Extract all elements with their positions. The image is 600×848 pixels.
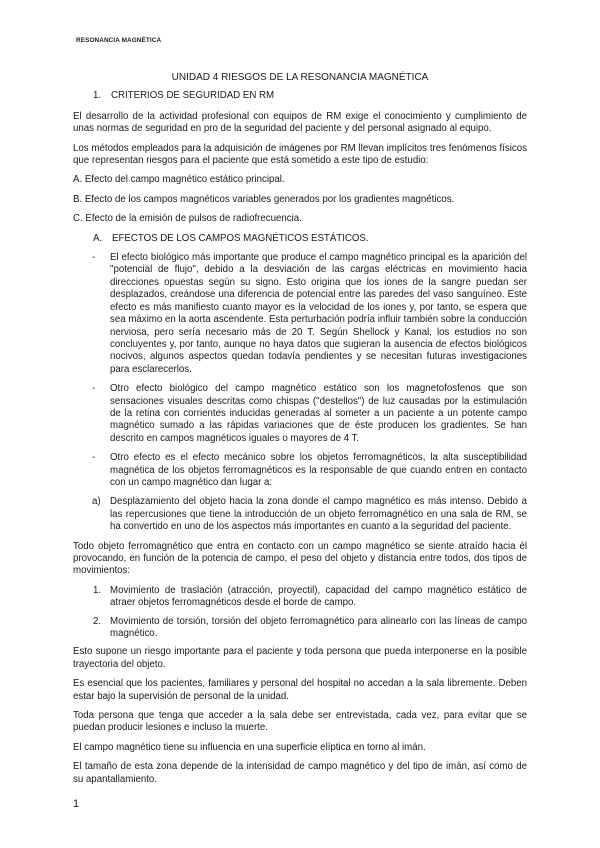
list-item	[73, 452, 527, 489]
number-marker: 2.	[93, 615, 102, 627]
effect-c-line: C. Efecto de la emisión de pulsos de radiofrecuencia.	[73, 213, 302, 225]
list-item-text: Otro efecto biológico del campo magnético estático son los magnetofosfenos que son sensaciones visuales descritas como chispas ("destellos") de luz causadas por la estimulación de la retina con corrientes inducidas generadas al someter a un paciente a un potente campo magnético sumado a las rápidas variaciones que de éste producen los gradientes. Se han descrito en campos magnéticos iguales o mayores de 4 T.	[110, 383, 527, 444]
effect-b-line: B. Efecto de los campos magnéticos variables generados por los gradientes magnéticos.	[73, 193, 455, 205]
closing-paragraph: Toda persona que tenga que acceder a la sala debe ser entrevistada, cada vez, para evitar que se puedan producir lesiones e incluso la muerte.	[73, 710, 527, 734]
section-heading	[93, 90, 527, 102]
numbered-item	[73, 616, 527, 641]
running-header: RESONANCIA MAGNÉTICA	[76, 37, 162, 44]
letter-marker: a)	[92, 496, 101, 508]
subsection-title: EFECTOS DE LOS CAMPOS MAGNÉTICOS ESTÁTICOS.	[112, 232, 369, 244]
lettered-item	[73, 496, 527, 533]
section-title: CRITERIOS DE SEGURIDAD EN RM	[111, 90, 275, 102]
ferromagnetic-paragraph: Todo objeto ferromagnético que entra en contacto con un campo magnético se siente atraído hacia él provocando, en función de la potencia de campo, el peso del objeto y distancia entre todos, dos tipos de movimientos:	[73, 540, 527, 577]
intro-paragraph: El desarrollo de la actividad profesional con equipos de RM exige el conocimiento y cumplimiento de unas normas de seguridad en pro de la seguridad del paciente y del personal asignado al equipo.	[73, 110, 527, 135]
document-body	[73, 72, 527, 793]
number-marker: 1.	[93, 584, 102, 596]
dash-marker: -	[92, 383, 96, 395]
dash-marker: -	[92, 452, 96, 464]
methods-paragraph: Los métodos empleados para la adquisición de imágenes por RM llevan implícitos tres fenómenos físicos que representan riesgos para el paciente que está sometido a este tipo de estudio:	[73, 142, 527, 167]
list-item-text: Otro efecto es el efecto mecánico sobre los objetos ferromagnéticos, la alta susceptibilidad magnética de los objetos ferromagnéticos es la responsable de que cuando entren en contacto con un campo magnético dan lugar a:	[110, 452, 527, 488]
section-number: 1.	[93, 90, 102, 102]
closing-paragraph: El campo magnético tiene su influencia en una superficie elíptica en torno al imán.	[73, 741, 426, 753]
subsection-heading	[93, 233, 527, 245]
dash-marker: -	[92, 252, 96, 264]
unit-title: UNIDAD 4 RIESGOS DE LA RESONANCIA MAGNÉTICA	[171, 72, 429, 83]
list-item-text: El efecto biológico más importante que produce el campo magnético principal es la aparición del "potencial de flujo", debido a la desviación de las cargas eléctricas en movimiento hacia direcciones opuestas según su signo. Esto origina que los iones de la sangre puedan ser desplazados, creándose una diferencia de potencial entre las paredes del vaso sanguíneo. Este efecto es más manifiesto cuanto mayor es la velocidad de los iones y, por tanto, se espera que sea máximo en la aorta ascendente. Esta perturbación podría influir también sobre la conducción nerviosa, pero sería necesario más de 20 T. Según Shellock y Kanal, los estudios no son concluyentes y, por tanto, aunque no haya datos que sugieran la ausencia de efectos biológicos nocivos, algunos aspectos quedan todavía pendientes y se necesitan futuras investigaciones para esclarecerlos.	[110, 252, 527, 375]
closing-paragraph: Es esencial que los pacientes, familiares y personal del hospital no accedan a la sala libremente. Deben estar bajo la supervisión de personal de la unidad.	[73, 678, 527, 702]
list-item	[73, 383, 527, 445]
effect-a-line: A. Efecto del campo magnético estático principal.	[73, 174, 285, 186]
closing-paragraph: El tamaño de esta zona depende de la intensidad de campo magnético y del tipo de imán, así como de su apantallamiento.	[73, 761, 527, 785]
subsection-number: A.	[93, 232, 103, 244]
numbered-item-text: Movimiento de torsión, torsión del objeto ferromagnético para alinearlo con las líneas de campo magnético.	[110, 615, 527, 640]
lettered-item-text: Desplazamiento del objeto hacia la zona donde el campo magnético es más intenso. Debido a las repercusiones que tiene la introducción de un objeto ferromagnético en una sala de RM, se ha convertido en uno de los aspectos más importantes en cuanto a la seguridad del paciente.	[110, 496, 527, 533]
numbered-item-text: Movimiento de traslación (atracción, proyectil), capacidad del campo magnético estático de atraer objetos ferromagnéticos desde el borde de campo.	[110, 584, 527, 609]
list-item	[73, 252, 527, 376]
numbered-item	[73, 585, 527, 610]
closing-paragraph: Esto supone un riesgo importante para el paciente y toda persona que pueda interponerse en la posible trayectoria del objeto.	[73, 646, 527, 670]
page-number: 1	[73, 798, 80, 810]
